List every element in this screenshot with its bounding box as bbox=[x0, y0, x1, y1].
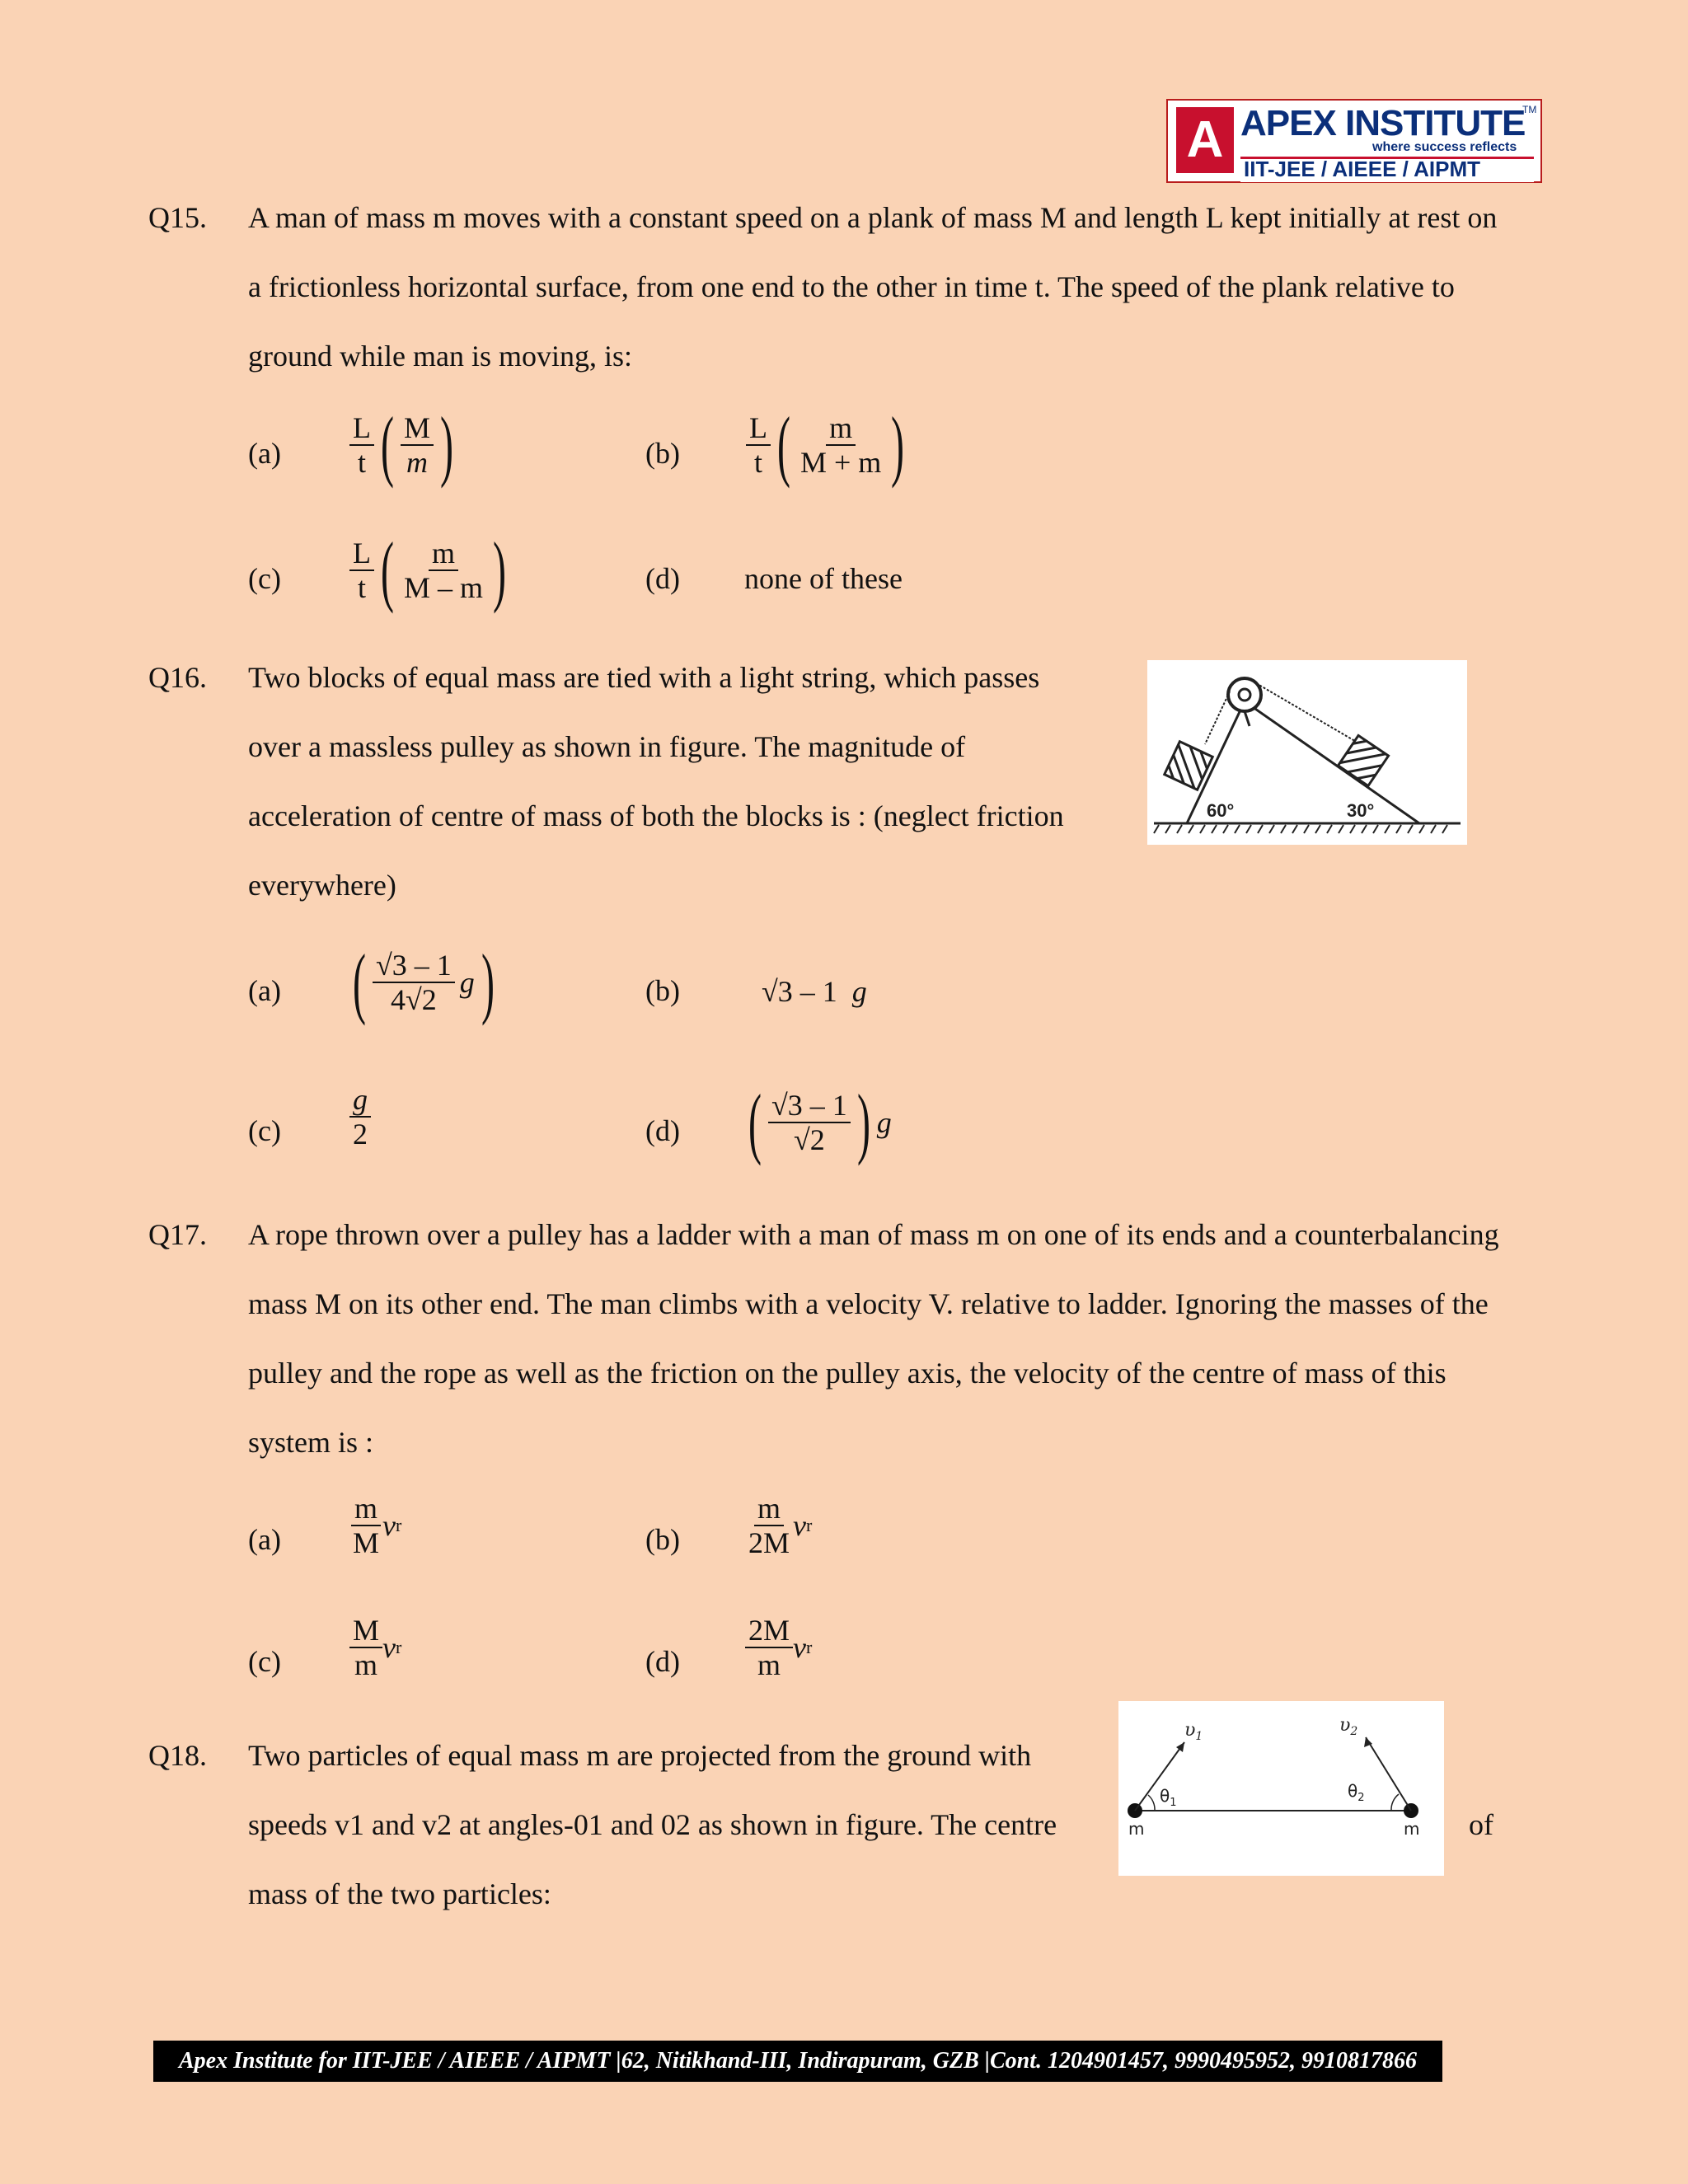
logo-trademark: TM bbox=[1522, 104, 1537, 115]
factor-g: g bbox=[851, 975, 867, 1008]
velocity-subscript: r bbox=[396, 1515, 402, 1535]
left-paren: ( bbox=[380, 526, 394, 614]
option-c-expression bbox=[349, 1083, 371, 1151]
numerator: M bbox=[401, 411, 434, 446]
option-label: (a) bbox=[248, 974, 281, 1007]
fraction bbox=[349, 1492, 382, 1559]
factor-g: g bbox=[876, 1106, 892, 1139]
pulley-wedge-diagram bbox=[1147, 660, 1467, 845]
numerator: √3 – 1 bbox=[373, 949, 455, 983]
footer-bar: Apex Institute for IIT-JEE / AIEEE / AIPMT |62, Nitikhand-III, Indirapuram, GZB |Cont. 1204901457, 9990495952, 9910817866 bbox=[153, 2041, 1442, 2082]
right-paren: ) bbox=[492, 526, 506, 614]
option-label: (d) bbox=[645, 1114, 680, 1147]
option-c-expression bbox=[349, 1614, 401, 1681]
numerator: M bbox=[349, 1614, 382, 1648]
option-d-expression bbox=[742, 1078, 892, 1166]
question-text-line: A rope thrown over a pulley has a ladder with a man of mass m on one of its ends and a counterbalancing bbox=[248, 1218, 1499, 1251]
denominator: 4√2 bbox=[390, 983, 437, 1016]
denominator: t bbox=[753, 446, 762, 479]
option-label: (d) bbox=[645, 562, 680, 595]
question-text-line: speeds v1 and v2 at angles-01 and 02 as shown in figure. The centre bbox=[248, 1808, 1057, 1841]
question-number: Q15. bbox=[148, 201, 207, 234]
right-paren: ) bbox=[439, 401, 453, 489]
option-a-expression bbox=[349, 401, 460, 489]
svg-text:υ2 bbox=[1339, 1715, 1357, 1738]
question-number: Q18. bbox=[148, 1739, 207, 1772]
fraction bbox=[745, 1614, 793, 1681]
question-text-line: mass M on its other end. The man climbs with a velocity V. relative to ladder. Ignoring the masses of the bbox=[248, 1287, 1489, 1320]
denominator: m bbox=[354, 1648, 378, 1681]
fraction bbox=[797, 411, 884, 479]
numerator: L bbox=[746, 411, 771, 446]
fraction bbox=[745, 1492, 793, 1559]
question-text-line: Two particles of equal mass m are projected from the ground with bbox=[248, 1739, 1032, 1772]
logo-exams: IIT-JEE / AIEEE / AIPMT bbox=[1244, 157, 1481, 181]
mass-label-left: m bbox=[1128, 1819, 1145, 1839]
numerator: m bbox=[754, 1492, 784, 1526]
denominator: t bbox=[357, 571, 366, 604]
fraction bbox=[349, 1083, 371, 1151]
projectile-figure bbox=[1118, 1701, 1444, 1876]
question-text-line: everywhere) bbox=[248, 869, 396, 902]
denominator: m bbox=[757, 1648, 781, 1681]
velocity-symbol: v bbox=[382, 1631, 396, 1664]
option-b-expression bbox=[746, 401, 911, 489]
denominator: t bbox=[357, 446, 366, 479]
question-number: Q16. bbox=[148, 661, 207, 694]
question-text-line: mass of the two particles: bbox=[248, 1877, 551, 1910]
theta1-symbol: θ bbox=[1160, 1786, 1170, 1806]
question-text-line: A man of mass m moves with a constant speed on a plank of mass M and length L kept initially at rest on bbox=[248, 201, 1498, 234]
denominator: M – m bbox=[403, 571, 483, 604]
projectile-diagram bbox=[1118, 1701, 1444, 1876]
option-label: (b) bbox=[645, 974, 680, 1007]
option-d-expression bbox=[745, 1614, 812, 1681]
velocity-symbol: v bbox=[793, 1509, 806, 1542]
numerator: L bbox=[349, 411, 374, 446]
numerator: L bbox=[349, 537, 374, 571]
numerator: m bbox=[826, 411, 856, 446]
question-text-line: system is : bbox=[248, 1426, 374, 1459]
denominator: √2 bbox=[793, 1123, 825, 1156]
logo-badge-letter: A bbox=[1186, 111, 1224, 168]
apex-logo bbox=[1166, 99, 1542, 183]
theta1-subscript: 1 bbox=[1170, 1797, 1177, 1809]
option-c-expression bbox=[349, 526, 513, 614]
fraction bbox=[746, 411, 771, 479]
option-a-expression bbox=[346, 938, 501, 1026]
svg-text:υ1 bbox=[1184, 1720, 1203, 1743]
velocity-subscript: r bbox=[806, 1515, 813, 1535]
option-b-expression bbox=[745, 1492, 812, 1559]
fraction bbox=[401, 537, 486, 604]
v1-symbol: υ bbox=[1184, 1720, 1196, 1741]
pulley-wedge-figure bbox=[1147, 660, 1467, 845]
numerator: m bbox=[429, 537, 458, 571]
denominator: M bbox=[353, 1526, 380, 1559]
option-b-expression bbox=[762, 974, 867, 1009]
svg-text:θ2 bbox=[1348, 1781, 1365, 1804]
option-label: (d) bbox=[645, 1645, 680, 1678]
v1-subscript: 1 bbox=[1195, 1730, 1203, 1743]
logo-badge bbox=[1176, 107, 1234, 173]
denominator: 2 bbox=[353, 1118, 368, 1151]
fraction bbox=[349, 411, 374, 479]
denominator: 2M bbox=[748, 1526, 790, 1559]
fraction bbox=[373, 949, 455, 1016]
angle-label-right: 30° bbox=[1347, 800, 1375, 821]
question-text-line: acceleration of centre of mass of both the blocks is : (neglect friction bbox=[248, 799, 1064, 832]
denominator: M + m bbox=[799, 446, 882, 479]
logo-tagline: where success reflects bbox=[1372, 140, 1517, 154]
numerator: √3 – 1 bbox=[768, 1089, 851, 1123]
option-label: (c) bbox=[248, 562, 281, 595]
fraction bbox=[768, 1089, 851, 1156]
velocity-subscript: r bbox=[396, 1637, 402, 1657]
option-label: (c) bbox=[248, 1645, 281, 1678]
theta2-subscript: 2 bbox=[1357, 1792, 1365, 1804]
left-paren: ( bbox=[748, 1078, 762, 1166]
denominator: m bbox=[406, 446, 428, 479]
left-paren: ( bbox=[352, 938, 366, 1026]
mass-label-right: m bbox=[1404, 1819, 1420, 1839]
left-paren: ( bbox=[380, 401, 394, 489]
question-text-line: Two blocks of equal mass are tied with a light string, which passes bbox=[248, 661, 1040, 694]
question-number: Q17. bbox=[148, 1218, 207, 1251]
svg-text:θ1 bbox=[1160, 1786, 1177, 1809]
right-paren: ) bbox=[856, 1078, 870, 1166]
question-text-line: ground while man is moving, is: bbox=[248, 340, 632, 373]
right-paren: ) bbox=[891, 401, 905, 489]
radical-expression: √3 – 1 bbox=[762, 975, 837, 1008]
theta2-symbol: θ bbox=[1348, 1781, 1358, 1801]
numerator: m bbox=[351, 1492, 381, 1526]
fraction bbox=[401, 411, 434, 479]
logo-title: APEX INSTITUTE bbox=[1240, 103, 1526, 143]
option-a-expression bbox=[349, 1492, 401, 1559]
question-text-line: pulley and the rope as well as the friction on the pulley axis, the velocity of the centre of mass of this bbox=[248, 1357, 1447, 1390]
factor-g: g bbox=[459, 966, 475, 999]
angle-label-left: 60° bbox=[1207, 800, 1235, 821]
question-text-line: a frictionless horizontal surface, from one end to the other in time t. The speed of the plank relative to bbox=[248, 270, 1455, 303]
right-paren: ) bbox=[481, 938, 495, 1026]
option-label: (b) bbox=[645, 1523, 680, 1556]
question-text-line: over a massless pulley as shown in figure. The magnitude of bbox=[248, 730, 966, 763]
left-paren: ( bbox=[776, 401, 790, 489]
numerator: 2M bbox=[745, 1614, 793, 1648]
numerator: g bbox=[349, 1083, 371, 1118]
fraction bbox=[349, 537, 374, 604]
option-label: (b) bbox=[645, 437, 680, 470]
fraction bbox=[349, 1614, 382, 1681]
option-label: (a) bbox=[248, 437, 281, 470]
velocity-symbol: v bbox=[382, 1509, 396, 1542]
option-label: (a) bbox=[248, 1523, 281, 1556]
v2-symbol: υ bbox=[1339, 1715, 1351, 1736]
velocity-subscript: r bbox=[806, 1637, 813, 1657]
option-label: (c) bbox=[248, 1114, 281, 1147]
option-d-text: none of these bbox=[744, 562, 903, 595]
v2-subscript: 2 bbox=[1350, 1725, 1358, 1738]
velocity-symbol: v bbox=[793, 1631, 806, 1664]
question-text-trailing-word: of bbox=[1469, 1808, 1493, 1841]
